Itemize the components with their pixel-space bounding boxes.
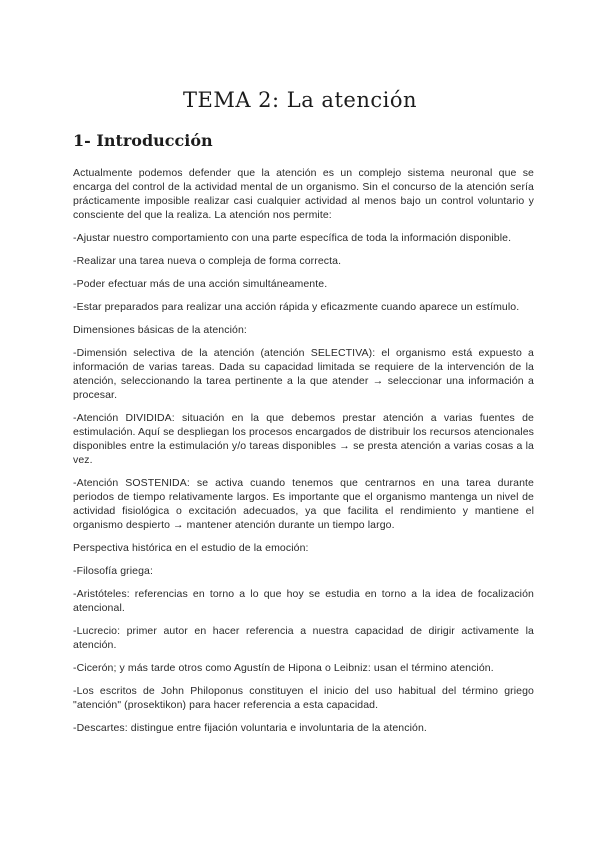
- paragraph-perspectiva-heading: Perspectiva histórica en el estudio de la emoción:: [73, 542, 309, 554]
- paragraph-filosofia-griega: -Filosofía griega:: [73, 565, 154, 577]
- paragraph-intro: Actualmente podemos defender que la atención es un complejo sistema neuronal que se encarga del control de la actividad mental de un organismo. Sin el concurso de la atención sería prácticamente imposible realizar casi cualquier actividad al menos bajo un control voluntario y consciente del que la realiza. La atención nos permite:: [73, 167, 534, 221]
- paragraph-atencion-dividida: -Atención DIVIDIDA: situación en la que debemos prestar atención a varias fuentes de estimulación. Aquí se despliegan los procesos encargados de distribuir los recursos atencionales disponibles entre la estimulación y/o tareas disponibles → se presta atención a varias cosas a la vez.: [73, 412, 534, 466]
- paragraph-bullet-estar: -Estar preparados para realizar una acción rápida y eficazmente cuando aparece un estímulo.: [73, 301, 520, 313]
- paragraph-aristoteles: -Aristóteles: referencias en torno a lo que hoy se estudia en torno a la idea de focalización atencional.: [73, 588, 534, 614]
- paragraph-bullet-efectuar: -Poder efectuar más de una acción simultáneamente.: [73, 278, 328, 290]
- paragraph-ciceron: -Cicerón; y más tarde otros como Agustín de Hipona o Leibniz: usan el término atención.: [73, 662, 494, 674]
- paragraph-atencion-sostenida: -Atención SOSTENIDA: se activa cuando tenemos que centrarnos en una tarea durante periodos de tiempo relativamente largos. Es importante que el organismo mantenga un nivel de actividad fisiológica o excitación adecuados, ya que facilita el rendimiento y mantiene el organismo despierto → mantener atención durante un tiempo largo.: [73, 477, 534, 531]
- paragraph-atencion-selectiva: -Dimensión selectiva de la atención (atención SELECTIVA): el organismo está expuesto a información de varias tareas. Dada su capacidad limitada se requiere de la intervención de la atención, seleccionando la tarea pertinente a la que atender → seleccionar una información a procesar.: [73, 347, 534, 401]
- paragraph-dimensiones-heading: Dimensiones básicas de la atención:: [73, 324, 247, 336]
- paragraph-lucrecio: -Lucrecio: primer autor en hacer referencia a nuestra capacidad de dirigir activamente la atención.: [73, 625, 534, 651]
- paragraph-bullet-ajustar: -Ajustar nuestro comportamiento con una parte específica de toda la información disponible.: [73, 232, 512, 244]
- section-heading: 1- Introducción: [73, 131, 213, 150]
- paragraph-descartes: -Descartes: distingue entre fijación voluntaria e involuntaria de la atención.: [73, 722, 427, 734]
- document-body: [73, 166, 534, 744]
- paragraph-bullet-realizar: -Realizar una tarea nueva o compleja de forma correcta.: [73, 255, 342, 267]
- paragraph-philoponus: -Los escritos de John Philoponus constituyen el inicio del uso habitual del término griego "atención" (prosektikon) para hacer referencia a esta capacidad.: [73, 685, 534, 711]
- page-title: TEMA 2: La atención: [183, 88, 417, 112]
